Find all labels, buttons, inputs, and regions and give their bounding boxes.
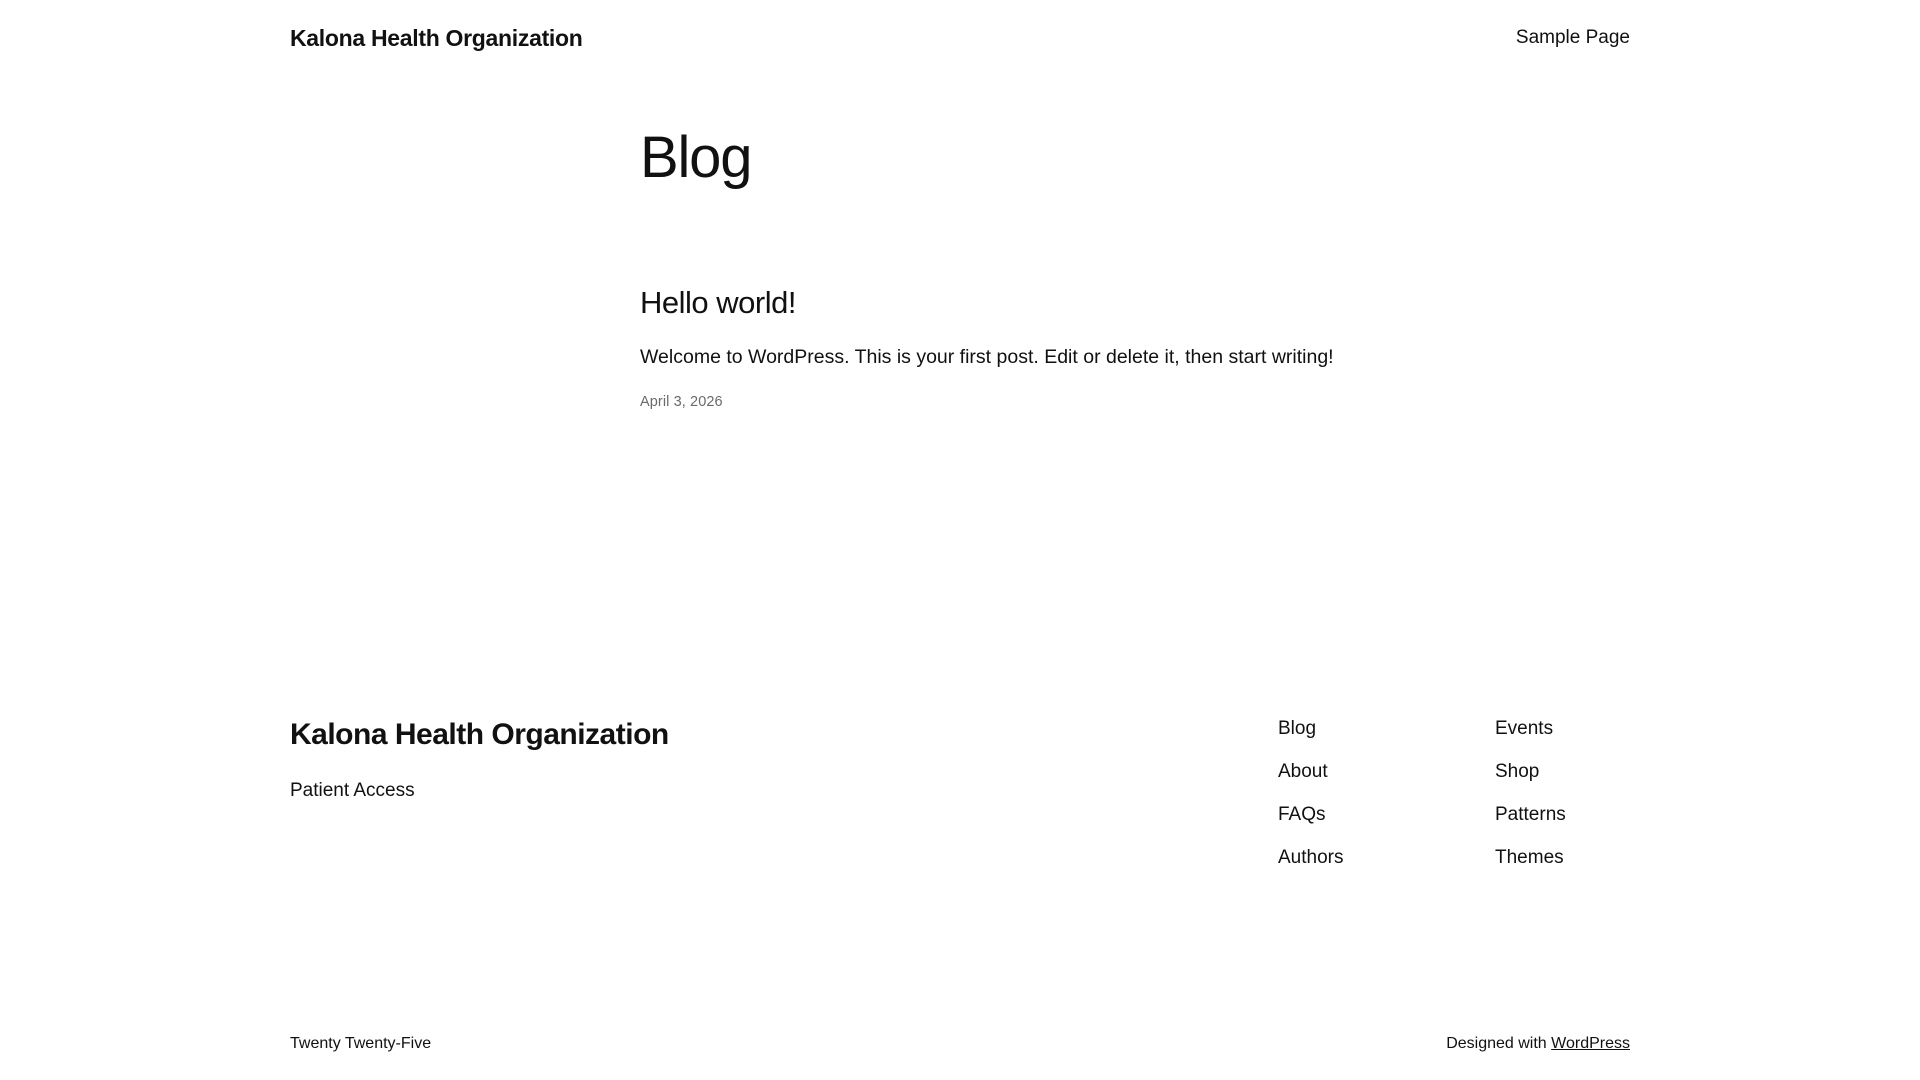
footer-site-title[interactable]: Kalona Health Organization: [290, 718, 669, 751]
footer-link-shop[interactable]: Shop: [1495, 761, 1540, 782]
post-title-link[interactable]: Hello world!: [640, 284, 796, 320]
footer-link-themes[interactable]: Themes: [1495, 847, 1564, 868]
footer-brand: [290, 718, 669, 802]
post-date: April 3, 2026: [640, 394, 723, 411]
site-header: [290, 18, 1630, 58]
site-title[interactable]: Kalona Health Organization: [290, 24, 583, 51]
footer-link-about[interactable]: About: [1278, 761, 1328, 782]
primary-navigation: [1516, 27, 1630, 49]
page-title: Blog: [640, 125, 752, 190]
site-footer: [290, 718, 1630, 1052]
main-content: [640, 125, 1640, 450]
post-list: [640, 284, 1640, 410]
footer-link-authors[interactable]: Authors: [1278, 847, 1344, 868]
footer-link-patterns[interactable]: Patterns: [1495, 804, 1566, 825]
footer-theme-name: Twenty Twenty-Five: [290, 1035, 432, 1052]
footer-bottom: [290, 1035, 1630, 1053]
post-excerpt: Welcome to WordPress. This is your first post. Edit or delete it, then start writing!: [640, 346, 1334, 369]
footer-top: [290, 718, 1630, 869]
post-title: [640, 284, 1640, 321]
footer-credit-prefix: Designed with: [1446, 1035, 1552, 1052]
footer-credit-link[interactable]: WordPress: [1551, 1035, 1630, 1052]
footer-column-one: [1278, 718, 1403, 869]
list-item: [640, 284, 1640, 410]
footer-link-columns: [1278, 718, 1620, 869]
footer-link-blog[interactable]: Blog: [1278, 718, 1317, 739]
footer-column-two: [1495, 718, 1620, 869]
footer-credit: [1446, 1035, 1630, 1053]
footer-tagline: Patient Access: [290, 780, 415, 801]
nav-item-sample-page[interactable]: Sample Page: [1515, 27, 1630, 48]
footer-link-events[interactable]: Events: [1495, 718, 1554, 739]
footer-link-faqs[interactable]: FAQs: [1278, 804, 1326, 825]
